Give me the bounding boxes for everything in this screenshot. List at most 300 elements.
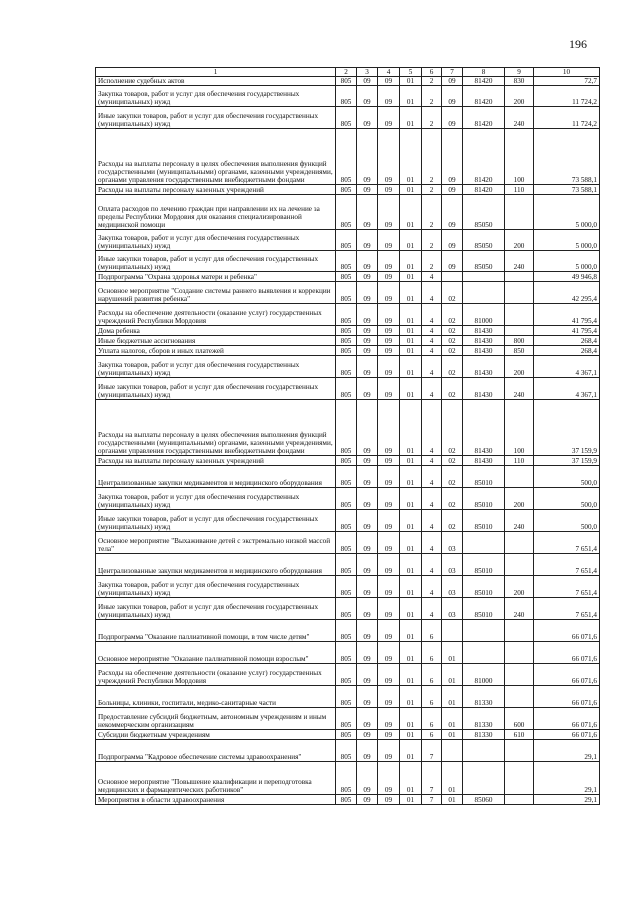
row-name-cell: Иные бюджетные ассигнования: [96, 336, 336, 346]
row-name-cell: Подпрограмма "Оказание паллиативной помощи, в том числе детям": [96, 620, 336, 642]
code-cell-c3: 09: [357, 400, 378, 456]
code-cell-c6: 7: [422, 740, 442, 762]
code-cell-c9: [505, 282, 534, 304]
code-cell-c2: 805: [336, 77, 357, 86]
code-cell-c4: 09: [378, 230, 400, 251]
code-cell-c2: 805: [336, 510, 357, 532]
amount-cell: 7 651,4: [534, 598, 600, 620]
code-cell-c6: 4: [422, 488, 442, 510]
code-cell-c3: 09: [357, 510, 378, 532]
code-cell-c8: [463, 740, 505, 762]
code-cell-c2: 805: [336, 620, 357, 642]
code-cell-c2: 805: [336, 664, 357, 686]
code-cell-c6: 6: [422, 620, 442, 642]
code-cell-c2: 805: [336, 708, 357, 730]
amount-cell: 5 000,0: [534, 230, 600, 251]
code-cell-c7: 01: [442, 686, 463, 708]
code-cell-c5: 01: [400, 510, 422, 532]
code-cell-c9: [505, 620, 534, 642]
row-name-cell: Подпрограмма "Охрана здоровья матери и ребенка": [96, 272, 336, 282]
code-cell-c3: 09: [357, 129, 378, 185]
table-row: [96, 740, 600, 762]
code-cell-c2: 805: [336, 378, 357, 400]
code-cell-c6: 4: [422, 598, 442, 620]
code-cell-c5: 01: [400, 185, 422, 195]
code-cell-c7: [442, 620, 463, 642]
code-cell-c7: 02: [442, 346, 463, 356]
code-cell-c2: 805: [336, 304, 357, 326]
table-row: [96, 86, 600, 107]
code-cell-c5: 01: [400, 686, 422, 708]
code-cell-c5: 01: [400, 708, 422, 730]
code-cell-c4: 09: [378, 185, 400, 195]
code-cell-c3: 09: [357, 346, 378, 356]
code-cell-c9: 240: [505, 510, 534, 532]
code-cell-c9: [505, 466, 534, 488]
code-cell-c8: 85060: [463, 795, 505, 805]
code-cell-c4: 09: [378, 251, 400, 272]
code-cell-c8: 81430: [463, 456, 505, 466]
code-cell-c7: 01: [442, 642, 463, 664]
table-row: [96, 664, 600, 686]
code-cell-c3: 09: [357, 86, 378, 107]
table-row: [96, 77, 600, 86]
code-cell-c6: 6: [422, 664, 442, 686]
table-row: [96, 336, 600, 346]
code-cell-c9: 110: [505, 456, 534, 466]
code-cell-c8: [463, 620, 505, 642]
table-row: [96, 642, 600, 664]
code-cell-c9: [505, 762, 534, 795]
code-cell-c7: 09: [442, 230, 463, 251]
amount-cell: 73 588,1: [534, 129, 600, 185]
amount-cell: 5 000,0: [534, 251, 600, 272]
code-cell-c8: 81420: [463, 185, 505, 195]
code-cell-c6: 2: [422, 86, 442, 107]
code-cell-c3: 09: [357, 740, 378, 762]
code-cell-c5: 01: [400, 107, 422, 129]
amount-cell: 11 724,2: [534, 86, 600, 107]
code-cell-c7: 02: [442, 304, 463, 326]
code-cell-c7: 09: [442, 185, 463, 195]
code-cell-c7: 09: [442, 251, 463, 272]
row-name-cell: Основное мероприятие "Оказание паллиативной помощи взрослым": [96, 642, 336, 664]
amount-cell: 500,0: [534, 466, 600, 488]
code-cell-c2: 805: [336, 282, 357, 304]
code-cell-c5: 01: [400, 620, 422, 642]
code-cell-c3: 09: [357, 77, 378, 86]
code-cell-c8: [463, 282, 505, 304]
code-cell-c6: 4: [422, 346, 442, 356]
code-cell-c2: 805: [336, 86, 357, 107]
code-cell-c2: 805: [336, 598, 357, 620]
table-row: [96, 282, 600, 304]
code-cell-c8: 81330: [463, 708, 505, 730]
code-cell-c6: 4: [422, 356, 442, 378]
code-cell-c4: 09: [378, 400, 400, 456]
code-cell-c9: [505, 664, 534, 686]
code-cell-c7: 03: [442, 598, 463, 620]
header-cell: 5: [400, 68, 422, 77]
code-cell-c2: 805: [336, 107, 357, 129]
row-name-cell: Иные закупки товаров, работ и услуг для обеспечения государственных (муниципальных) нужд: [96, 107, 336, 129]
row-name-cell: Расходы на обеспечение деятельности (оказание услуг) государственных учреждений Республики Мордовия: [96, 304, 336, 326]
code-cell-c9: 830: [505, 77, 534, 86]
row-name-cell: Подпрограмма "Кадровое обеспечение системы здравоохранения": [96, 740, 336, 762]
code-cell-c3: 09: [357, 185, 378, 195]
code-cell-c9: 110: [505, 185, 534, 195]
code-cell-c2: 805: [336, 185, 357, 195]
header-cell: 9: [505, 68, 534, 77]
code-cell-c8: [463, 762, 505, 795]
code-cell-c4: 09: [378, 456, 400, 466]
table-row: [96, 346, 600, 356]
code-cell-c9: [505, 795, 534, 805]
code-cell-c3: 09: [357, 195, 378, 230]
row-name-cell: Основное мероприятие "Повышение квалификации и переподготовка медицинских и фармацевтических работников": [96, 762, 336, 795]
code-cell-c4: 09: [378, 686, 400, 708]
code-cell-c6: 2: [422, 129, 442, 185]
code-cell-c7: 03: [442, 576, 463, 598]
amount-cell: 7 651,4: [534, 576, 600, 598]
code-cell-c5: 01: [400, 532, 422, 554]
code-cell-c5: 01: [400, 740, 422, 762]
code-cell-c9: 200: [505, 86, 534, 107]
code-cell-c9: 800: [505, 336, 534, 346]
code-cell-c8: 81000: [463, 664, 505, 686]
code-cell-c7: 09: [442, 195, 463, 230]
code-cell-c7: 02: [442, 356, 463, 378]
header-cell: 2: [336, 68, 357, 77]
code-cell-c6: 4: [422, 466, 442, 488]
code-cell-c7: 01: [442, 730, 463, 740]
code-cell-c4: 09: [378, 795, 400, 805]
code-cell-c2: 805: [336, 400, 357, 456]
code-cell-c9: [505, 642, 534, 664]
row-name-cell: Субсидии бюджетным учреждениям: [96, 730, 336, 740]
row-name-cell: Закупка товаров, работ и услуг для обеспечения государственных (муниципальных) нужд: [96, 356, 336, 378]
table-row: [96, 576, 600, 598]
code-cell-c5: 01: [400, 488, 422, 510]
code-cell-c5: 01: [400, 466, 422, 488]
row-name-cell: Основное мероприятие "Выхаживание детей с экстремально низкой массой тела": [96, 532, 336, 554]
code-cell-c3: 09: [357, 642, 378, 664]
code-cell-c8: 85010: [463, 510, 505, 532]
code-cell-c8: [463, 272, 505, 282]
code-cell-c7: 02: [442, 488, 463, 510]
code-cell-c9: 200: [505, 576, 534, 598]
code-cell-c8: 85010: [463, 554, 505, 576]
amount-cell: 42 295,4: [534, 282, 600, 304]
code-cell-c5: 01: [400, 346, 422, 356]
code-cell-c6: 4: [422, 400, 442, 456]
code-cell-c6: 4: [422, 532, 442, 554]
row-name-cell: Дома ребенка: [96, 326, 336, 336]
code-cell-c3: 09: [357, 762, 378, 795]
code-cell-c9: 610: [505, 730, 534, 740]
code-cell-c6: 2: [422, 195, 442, 230]
code-cell-c7: 09: [442, 86, 463, 107]
row-name-cell: Расходы на выплаты персоналу казенных учреждений: [96, 185, 336, 195]
code-cell-c3: 09: [357, 230, 378, 251]
table-row: [96, 620, 600, 642]
code-cell-c6: 4: [422, 304, 442, 326]
code-cell-c7: 09: [442, 129, 463, 185]
row-name-cell: Закупка товаров, работ и услуг для обеспечения государственных (муниципальных) нужд: [96, 230, 336, 251]
code-cell-c2: 805: [336, 686, 357, 708]
code-cell-c9: 240: [505, 107, 534, 129]
code-cell-c9: [505, 326, 534, 336]
code-cell-c7: 02: [442, 282, 463, 304]
code-cell-c4: 09: [378, 129, 400, 185]
code-cell-c5: 01: [400, 730, 422, 740]
code-cell-c5: 01: [400, 378, 422, 400]
code-cell-c8: 81330: [463, 730, 505, 740]
code-cell-c3: 09: [357, 107, 378, 129]
row-name-cell: Основное мероприятие "Создание системы раннего выявления и коррекции нарушений развития ребенка": [96, 282, 336, 304]
code-cell-c6: 4: [422, 326, 442, 336]
table-row: [96, 378, 600, 400]
code-cell-c5: 01: [400, 356, 422, 378]
table-row: [96, 554, 600, 576]
row-name-cell: Иные закупки товаров, работ и услуг для обеспечения государственных (муниципальных) нужд: [96, 251, 336, 272]
code-cell-c6: 2: [422, 251, 442, 272]
row-name-cell: Закупка товаров, работ и услуг для обеспечения государственных (муниципальных) нужд: [96, 86, 336, 107]
amount-cell: 29,1: [534, 795, 600, 805]
code-cell-c5: 01: [400, 598, 422, 620]
code-cell-c4: 09: [378, 730, 400, 740]
row-name-cell: Расходы на выплаты персоналу казенных учреждений: [96, 456, 336, 466]
code-cell-c3: 09: [357, 272, 378, 282]
code-cell-c9: [505, 272, 534, 282]
code-cell-c7: 02: [442, 326, 463, 336]
table-row: [96, 795, 600, 805]
code-cell-c9: 100: [505, 400, 534, 456]
amount-cell: 29,1: [534, 762, 600, 795]
code-cell-c9: [505, 532, 534, 554]
code-cell-c2: 805: [336, 251, 357, 272]
code-cell-c5: 01: [400, 129, 422, 185]
code-cell-c9: [505, 195, 534, 230]
row-name-cell: Мероприятия в области здравоохранения: [96, 795, 336, 805]
code-cell-c6: 4: [422, 456, 442, 466]
code-cell-c4: 09: [378, 762, 400, 795]
row-name-cell: Иные закупки товаров, работ и услуг для обеспечения государственных (муниципальных) нужд: [96, 378, 336, 400]
code-cell-c2: 805: [336, 456, 357, 466]
code-cell-c5: 01: [400, 251, 422, 272]
code-cell-c9: 200: [505, 356, 534, 378]
amount-cell: 66 071,6: [534, 664, 600, 686]
table-row: [96, 730, 600, 740]
code-cell-c5: 01: [400, 762, 422, 795]
code-cell-c3: 09: [357, 251, 378, 272]
row-name-cell: Предоставление субсидий бюджетным, автономным учреждениям и иным некоммерческим организациям: [96, 708, 336, 730]
code-cell-c4: 09: [378, 488, 400, 510]
code-cell-c2: 805: [336, 762, 357, 795]
code-cell-c3: 09: [357, 620, 378, 642]
table-row: [96, 251, 600, 272]
code-cell-c4: 09: [378, 336, 400, 346]
row-name-cell: Централизованные закупки медикаментов и медицинского оборудования: [96, 466, 336, 488]
code-cell-c3: 09: [357, 576, 378, 598]
code-cell-c3: 09: [357, 326, 378, 336]
amount-cell: 41 795,4: [534, 326, 600, 336]
code-cell-c3: 09: [357, 686, 378, 708]
code-cell-c9: [505, 740, 534, 762]
code-cell-c2: 805: [336, 195, 357, 230]
table-row: [96, 456, 600, 466]
amount-cell: 7 651,4: [534, 532, 600, 554]
code-cell-c4: 09: [378, 195, 400, 230]
code-cell-c3: 09: [357, 356, 378, 378]
code-cell-c8: 81330: [463, 686, 505, 708]
code-cell-c4: 09: [378, 554, 400, 576]
row-name-cell: Расходы на обеспечение деятельности (оказание услуг) государственных учреждений Республики Мордовия: [96, 664, 336, 686]
code-cell-c6: 2: [422, 77, 442, 86]
code-cell-c3: 09: [357, 532, 378, 554]
code-cell-c5: 01: [400, 400, 422, 456]
code-cell-c4: 09: [378, 664, 400, 686]
code-cell-c4: 09: [378, 642, 400, 664]
amount-cell: 268,4: [534, 346, 600, 356]
code-cell-c5: 01: [400, 195, 422, 230]
code-cell-c4: 09: [378, 466, 400, 488]
code-cell-c7: 03: [442, 532, 463, 554]
row-name-cell: Централизованные закупки медикаментов и медицинского оборудования: [96, 554, 336, 576]
code-cell-c6: 7: [422, 762, 442, 795]
code-cell-c6: 4: [422, 554, 442, 576]
table-row: [96, 466, 600, 488]
row-name-cell: Больницы, клиники, госпитали, медико-санитарные части: [96, 686, 336, 708]
table-row: [96, 762, 600, 795]
code-cell-c5: 01: [400, 642, 422, 664]
code-cell-c8: 81420: [463, 129, 505, 185]
amount-cell: 49 946,8: [534, 272, 600, 282]
row-name-cell: Иные закупки товаров, работ и услуг для обеспечения государственных (муниципальных) нужд: [96, 598, 336, 620]
code-cell-c5: 01: [400, 576, 422, 598]
code-cell-c8: 85010: [463, 488, 505, 510]
code-cell-c6: 6: [422, 708, 442, 730]
code-cell-c4: 09: [378, 708, 400, 730]
code-cell-c9: 600: [505, 708, 534, 730]
row-name-cell: Расходы на выплаты персоналу в целях обеспечения выполнения функций государственными (муниципальными) органами, казенными учреждениями, органами управления государственными внебюджетными фондами: [96, 400, 336, 456]
code-cell-c2: 805: [336, 272, 357, 282]
code-cell-c8: 85050: [463, 230, 505, 251]
code-cell-c6: 4: [422, 272, 442, 282]
code-cell-c3: 09: [357, 708, 378, 730]
table-row: [96, 356, 600, 378]
code-cell-c4: 09: [378, 532, 400, 554]
table-row: [96, 129, 600, 185]
table-row: [96, 400, 600, 456]
code-cell-c2: 805: [336, 642, 357, 664]
code-cell-c8: 81000: [463, 304, 505, 326]
code-cell-c6: 6: [422, 686, 442, 708]
code-cell-c7: [442, 740, 463, 762]
code-cell-c4: 09: [378, 620, 400, 642]
amount-cell: 66 071,6: [534, 642, 600, 664]
amount-cell: 11 724,2: [534, 107, 600, 129]
code-cell-c5: 01: [400, 664, 422, 686]
code-cell-c5: 01: [400, 230, 422, 251]
code-cell-c8: [463, 532, 505, 554]
code-cell-c8: 81430: [463, 346, 505, 356]
table-body: [96, 77, 600, 805]
table-header: [96, 68, 600, 77]
page-number: 196: [569, 37, 587, 51]
code-cell-c2: 805: [336, 356, 357, 378]
row-name-cell: Уплата налогов, сборов и иных платежей: [96, 346, 336, 356]
code-cell-c7: 01: [442, 708, 463, 730]
amount-cell: 66 071,6: [534, 708, 600, 730]
code-cell-c8: 85050: [463, 251, 505, 272]
code-cell-c7: 02: [442, 466, 463, 488]
code-cell-c9: [505, 686, 534, 708]
amount-cell: 41 795,4: [534, 304, 600, 326]
code-cell-c9: 240: [505, 378, 534, 400]
code-cell-c8: 81420: [463, 107, 505, 129]
code-cell-c8: 81430: [463, 400, 505, 456]
code-cell-c6: 7: [422, 795, 442, 805]
amount-cell: 4 367,1: [534, 378, 600, 400]
row-name-cell: Оплата расходов по лечению граждан при направлении их на лечение за пределы Республики Мордовия для оказания специализированной медицинской помощи: [96, 195, 336, 230]
code-cell-c3: 09: [357, 488, 378, 510]
code-cell-c7: 01: [442, 795, 463, 805]
code-cell-c6: 2: [422, 185, 442, 195]
header-cell: 4: [378, 68, 400, 77]
code-cell-c6: 4: [422, 336, 442, 346]
code-cell-c4: 09: [378, 378, 400, 400]
code-cell-c2: 805: [336, 532, 357, 554]
code-cell-c6: 4: [422, 510, 442, 532]
header-cell: 8: [463, 68, 505, 77]
row-name-cell: Расходы на выплаты персоналу в целях обеспечения выполнения функций государственными (муниципальными) органами, казенными учреждениями, органами управления государственными внебюджетными фондами: [96, 129, 336, 185]
code-cell-c6: 2: [422, 230, 442, 251]
table-row: [96, 598, 600, 620]
code-cell-c2: 805: [336, 346, 357, 356]
table-row: [96, 107, 600, 129]
code-cell-c6: 6: [422, 730, 442, 740]
code-cell-c2: 805: [336, 795, 357, 805]
amount-cell: 37 159,9: [534, 400, 600, 456]
table-row: [96, 686, 600, 708]
amount-cell: 268,4: [534, 336, 600, 346]
code-cell-c8: 81430: [463, 336, 505, 346]
row-name-cell: Закупка товаров, работ и услуг для обеспечения государственных (муниципальных) нужд: [96, 488, 336, 510]
code-cell-c7: 02: [442, 378, 463, 400]
code-cell-c4: 09: [378, 740, 400, 762]
table-row: [96, 304, 600, 326]
code-cell-c3: 09: [357, 664, 378, 686]
code-cell-c2: 805: [336, 730, 357, 740]
table-row: [96, 532, 600, 554]
budget-table-container: [95, 67, 599, 805]
code-cell-c3: 09: [357, 456, 378, 466]
amount-cell: 66 071,6: [534, 730, 600, 740]
header-cell: 10: [534, 68, 600, 77]
row-name-cell: Исполнение судебных актов: [96, 77, 336, 86]
row-name-cell: Иные закупки товаров, работ и услуг для обеспечения государственных (муниципальных) нужд: [96, 510, 336, 532]
code-cell-c5: 01: [400, 77, 422, 86]
code-cell-c2: 805: [336, 554, 357, 576]
table-row: [96, 230, 600, 251]
code-cell-c9: 240: [505, 598, 534, 620]
code-cell-c4: 09: [378, 326, 400, 336]
code-cell-c8: 85010: [463, 598, 505, 620]
code-cell-c7: 03: [442, 554, 463, 576]
code-cell-c8: 85010: [463, 466, 505, 488]
code-cell-c3: 09: [357, 304, 378, 326]
